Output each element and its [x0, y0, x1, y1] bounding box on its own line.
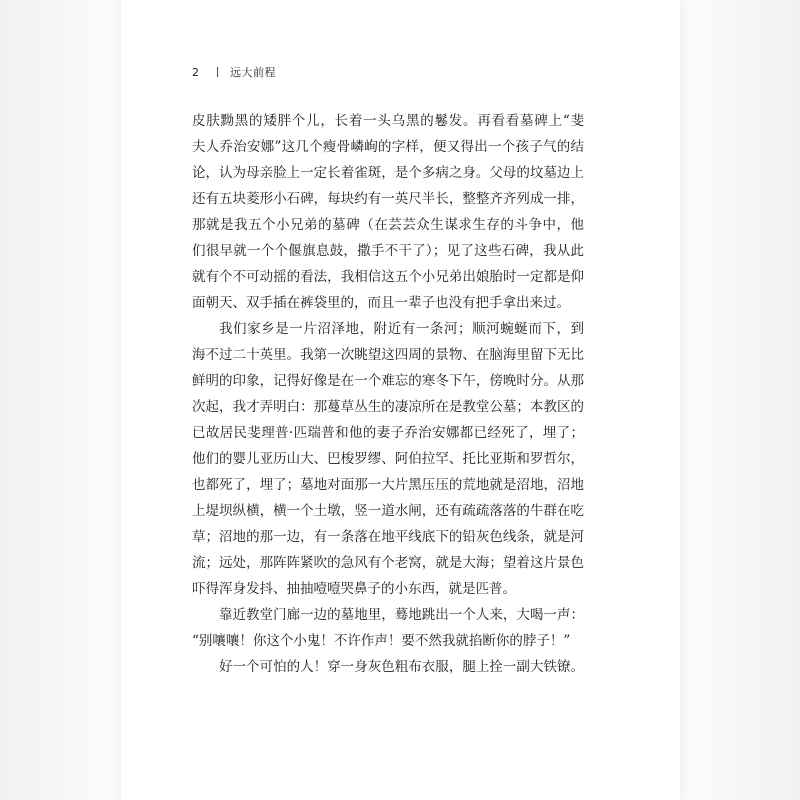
text-line: 海不过二十英里。我第一次眺望这四周的景物、在脑海里留下无比: [192, 347, 584, 363]
text-line: 上堤坝纵横，横一个土墩，竖一道水闸，还有疏疏落落的牛群在吃: [192, 503, 584, 519]
text-line: 皮肤黝黑的矮胖个儿，长着一头乌黑的鬈发。再看看墓碑上“斐: [192, 113, 584, 129]
text-line: 还有五块菱形小石碑，每块约有一英尺半长，整整齐齐列成一排，: [192, 191, 584, 207]
body-text: [192, 108, 584, 680]
running-header: [192, 64, 276, 80]
text-line: 夫人乔治安娜”这几个瘦骨嶙峋的字样，便又得出一个孩子气的结: [192, 139, 584, 155]
text-line: “别嚷嚷！你这个小鬼！不许作声！要不然我就掐断你的脖子！”: [192, 633, 571, 649]
book-page: [121, 0, 680, 800]
book-title: 远大前程: [230, 66, 276, 79]
text-line: 鲜明的印象，记得好像是在一个难忘的寒冬下午，傍晚时分。从那: [192, 373, 584, 389]
header-separator: [217, 67, 218, 77]
text-line: 们很早就一个个偃旗息鼓，撒手不干了）；见了这些石碑，我从此: [192, 243, 584, 259]
text-line: 那就是我五个小兄弟的墓碑（在芸芸众生谋求生存的斗争中，他: [192, 217, 584, 233]
text-line: 已故居民斐理普·匹瑞普和他的妻子乔治安娜都已经死了，埋了；: [192, 425, 584, 441]
text-line: 好一个可怕的人！穿一身灰色粗布衣服，腿上拴一副大铁镣。: [219, 659, 584, 675]
text-line: 面朝天、双手插在裤袋里的，而且一辈子也没有把手拿出来过。: [192, 295, 570, 311]
text-line: 靠近教堂门廊一边的墓地里，蓦地跳出一个人来，大喝一声：: [219, 607, 584, 623]
text-line: 就有个不可动摇的看法，我相信这五个小兄弟出娘胎时一定都是仰: [192, 269, 584, 285]
text-line: 吓得浑身发抖、抽抽噎噎哭鼻子的小东西，就是匹普。: [192, 581, 516, 597]
text-line: 我们家乡是一片沼泽地，附近有一条河；顺河蜿蜒而下，到: [219, 321, 584, 337]
text-line: 草；沼地的那一边，有一条落在地平线底下的铅灰色线条，就是河: [192, 529, 584, 545]
text-line: 他们的婴儿亚历山大、巴梭罗缪、阿伯拉罕、托比亚斯和罗哲尔，: [192, 451, 584, 467]
page-number: 2: [192, 66, 199, 79]
text-line: 流；远处，那阵阵紧吹的急风有个老窝，就是大海；望着这片景色: [192, 555, 584, 571]
text-line: 论，认为母亲脸上一定长着雀斑，是个多病之身。父母的坟墓边上: [192, 165, 584, 181]
text-line: 次起，我才弄明白：那蔓草丛生的凄凉所在是教堂公墓；本教区的: [192, 399, 584, 415]
text-line: 也都死了，埋了；墓地对面那一大片黑压压的荒地就是沼地，沼地: [192, 477, 584, 493]
